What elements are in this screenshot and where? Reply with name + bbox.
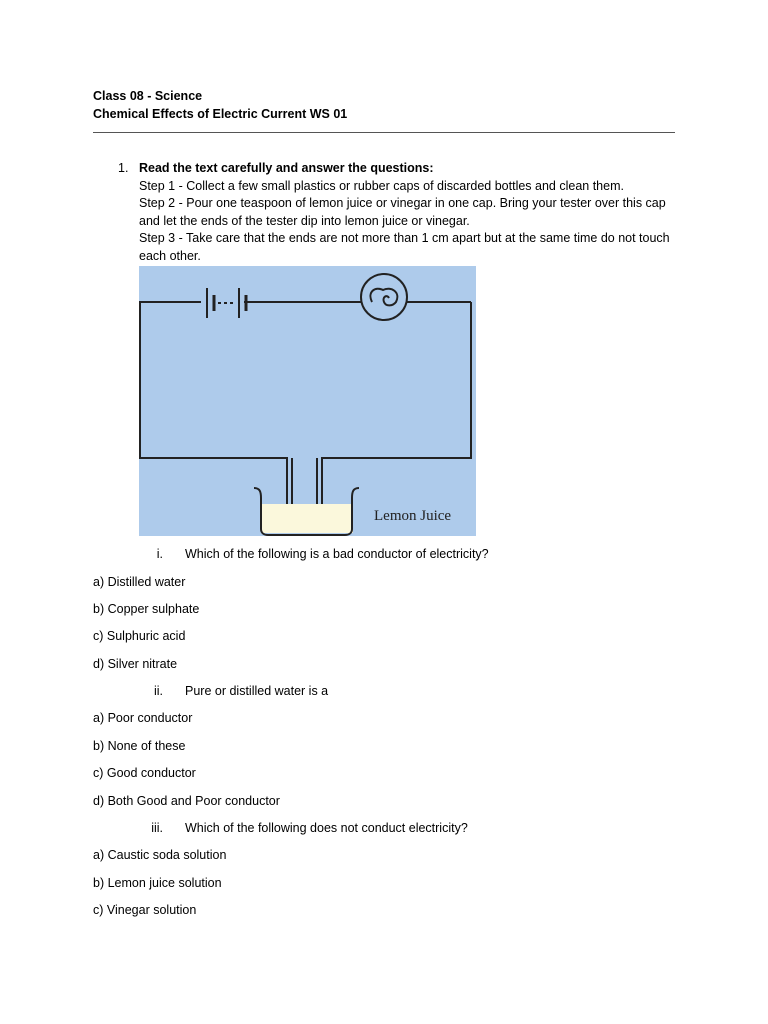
circuit-diagram [139, 266, 476, 536]
option-i-c: c) Sulphuric acid [93, 629, 186, 643]
option-ii-d: d) Both Good and Poor conductor [93, 794, 280, 808]
worksheet-title: Chemical Effects of Electric Current WS 01 [93, 107, 348, 121]
option-ii-c: c) Good conductor [93, 766, 196, 780]
option-iii-c: c) Vinegar solution [93, 903, 197, 917]
subquestion-text: Which of the following is a bad conductor of electricity? [185, 547, 489, 561]
question-number: 1. [118, 161, 129, 175]
lemon-juice-label: Lemon Juice [374, 508, 452, 524]
worksheet-header [93, 87, 347, 123]
subquestion-numeral: iii. [151, 821, 163, 835]
subquestion-text: Pure or distilled water is a [185, 684, 329, 698]
question-heading: Read the text carefully and answer the questions: [139, 161, 434, 175]
option-ii-b: b) None of these [93, 739, 186, 753]
step-2: Step 2 - Pour one teaspoon of lemon juice or vinegar in one cap. Bring your tester over this cap and let the ends of the tester dip into lemon juice or vinegar. [139, 196, 666, 228]
option-iii-a: a) Caustic soda solution [93, 848, 227, 862]
step-1: Step 1 - Collect a few small plastics or rubber caps of discarded bottles and clean them. [139, 178, 624, 193]
option-i-d: d) Silver nitrate [93, 657, 178, 671]
option-i-b: b) Copper sulphate [93, 602, 200, 616]
option-iii-b: b) Lemon juice solution [93, 876, 222, 890]
question-1 [118, 160, 678, 266]
subquestion-numeral: ii. [153, 684, 163, 698]
option-ii-a: a) Poor conductor [93, 711, 193, 725]
lemon-juice-liquid [261, 504, 353, 533]
option-i-a: a) Distilled water [93, 575, 186, 589]
class-title: Class 08 - Science [93, 89, 203, 103]
header-divider [93, 132, 675, 133]
subquestion-text: Which of the following does not conduct electricity? [185, 821, 468, 835]
step-3: Step 3 - Take care that the ends are not more than 1 cm apart but at the same time do not touch each other. [139, 231, 670, 263]
subquestion-numeral: i. [156, 547, 163, 561]
diagram-background [139, 266, 476, 536]
